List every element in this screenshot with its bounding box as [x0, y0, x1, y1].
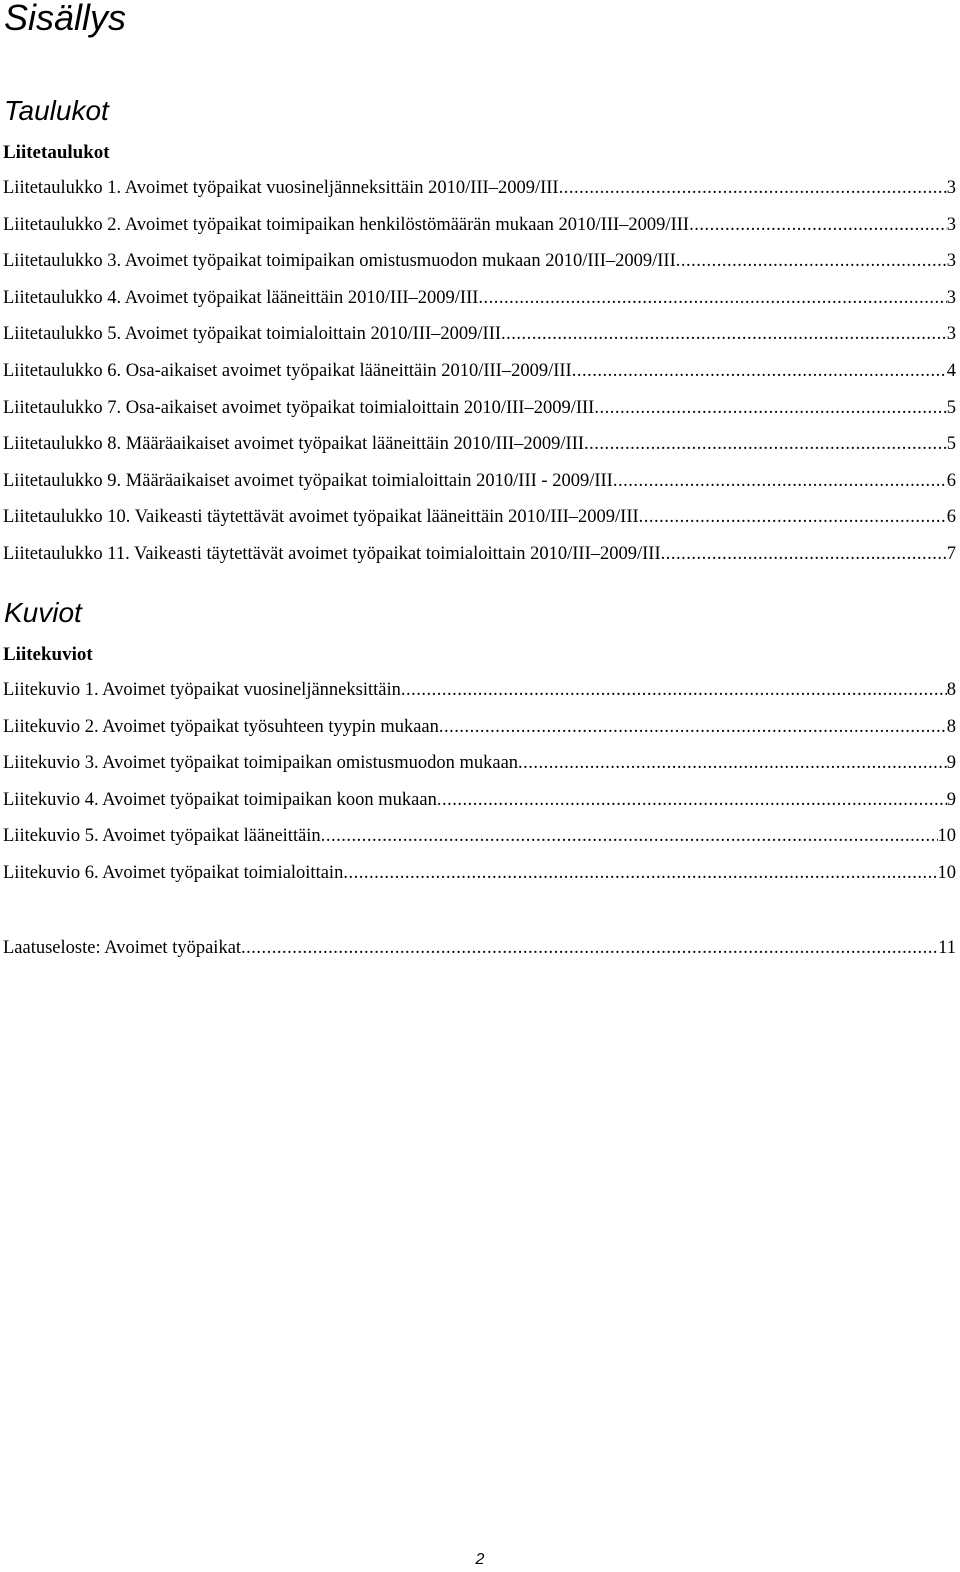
toc-entry-table-6[interactable] — [3, 359, 956, 396]
toc-page-number: 5 — [946, 434, 956, 455]
toc-page-number: 3 — [946, 324, 956, 345]
dot-leader — [594, 396, 946, 420]
toc-entry-figure-6[interactable] — [3, 861, 956, 898]
dot-leader — [639, 505, 947, 529]
toc-page-number: 3 — [946, 287, 956, 308]
page-number: 2 — [475, 1551, 485, 1568]
dot-leader — [613, 469, 947, 493]
dot-leader — [401, 678, 947, 702]
toc-entry-table-5[interactable] — [3, 322, 956, 359]
toc-entry-table-10[interactable] — [3, 505, 956, 542]
toc-entry-text: Liitetaulukko 10. Vaikeasti täytettävät avoimet työpaikat lääneittäin 2010/III–2009/III — [3, 507, 639, 528]
toc-entry-figure-4[interactable] — [3, 788, 956, 825]
dot-leader — [559, 176, 947, 200]
dot-leader — [437, 788, 947, 812]
toc-page-number: 3 — [946, 251, 956, 272]
toc-page-number: 10 — [937, 862, 956, 883]
toc-entry-text: Liitekuvio 4. Avoimet työpaikat toimipaikan koon mukaan — [3, 789, 437, 810]
toc-entry-text: Liitekuvio 6. Avoimet työpaikat toimialoittain — [3, 862, 344, 883]
toc-entry-text: Liitetaulukko 9. Määräaikaiset avoimet työpaikat toimialoittain 2010/III - 2009/III — [3, 470, 613, 491]
toc-entry-table-4[interactable] — [3, 286, 956, 323]
toc-entry-text: Liitetaulukko 4. Avoimet työpaikat lääneittäin 2010/III–2009/III — [3, 287, 479, 308]
toc-entry-text: Liitekuvio 2. Avoimet työpaikat työsuhteen tyypin mukaan — [3, 716, 439, 737]
toc-page-number: 9 — [946, 753, 956, 774]
dot-leader — [661, 542, 947, 566]
toc-entry-figure-3[interactable] — [3, 751, 956, 788]
quality-toc-list — [3, 936, 956, 973]
dot-leader — [518, 751, 947, 775]
toc-entry-table-3[interactable] — [3, 249, 956, 286]
toc-entry-figure-1[interactable] — [3, 678, 956, 715]
toc-entry-table-8[interactable] — [3, 432, 956, 469]
toc-entry-text: Laatuseloste: Avoimet työpaikat — [3, 938, 242, 958]
figures-heading: Kuviot — [4, 597, 82, 628]
toc-page-number: 4 — [946, 360, 956, 381]
dot-leader — [689, 213, 947, 237]
toc-entry-quality-description[interactable] — [3, 936, 956, 973]
toc-entry-text: Liitekuvio 1. Avoimet työpaikat vuosineljänneksittäin — [3, 680, 401, 700]
dot-leader — [241, 936, 938, 960]
tables-heading: Taulukot — [4, 95, 109, 126]
dot-leader — [584, 432, 947, 456]
toc-page-number: 7 — [946, 543, 956, 564]
toc-entry-text: Liitekuvio 3. Avoimet työpaikat toimipaikan omistusmuodon mukaan — [3, 753, 519, 774]
toc-entry-figure-5[interactable] — [3, 824, 956, 861]
appendix-figures-subheading: Liitekuviot — [3, 644, 93, 665]
toc-page-number: 6 — [946, 507, 956, 528]
toc-entry-figure-2[interactable] — [3, 715, 956, 752]
toc-entry-table-11[interactable] — [3, 542, 956, 579]
dot-leader — [478, 286, 946, 310]
appendix-tables-subheading: Liitetaulukot — [3, 142, 110, 163]
dot-leader — [321, 824, 938, 848]
toc-entry-text: Liitetaulukko 5. Avoimet työpaikat toimialoittain 2010/III–2009/III — [3, 324, 502, 345]
toc-page-number: 10 — [937, 826, 956, 847]
toc-page-number: 3 — [946, 178, 956, 198]
toc-entry-text: Liitetaulukko 6. Osa-aikaiset avoimet työpaikat lääneittäin 2010/III–2009/III — [3, 360, 572, 381]
toc-entry-table-9[interactable] — [3, 469, 956, 506]
dot-leader — [501, 322, 947, 346]
toc-entry-text: Liitetaulukko 7. Osa-aikaiset avoimet työpaikat toimialoittain 2010/III–2009/III — [3, 397, 595, 418]
toc-entry-text: Liitetaulukko 2. Avoimet työpaikat toimipaikan henkilöstömäärän mukaan 2010/III–2009/III — [3, 214, 690, 235]
toc-entry-table-7[interactable] — [3, 396, 956, 433]
toc-page-number: 8 — [946, 680, 956, 700]
dot-leader — [676, 249, 947, 273]
toc-page-number: 9 — [946, 789, 956, 810]
tables-toc-list — [3, 176, 956, 579]
toc-entry-table-1[interactable] — [3, 176, 956, 213]
dot-leader — [572, 359, 947, 383]
figures-toc-list — [3, 678, 956, 898]
toc-entry-text: Liitetaulukko 11. Vaikeasti täytettävät avoimet työpaikat toimialoittain 2010/III–2009/III — [3, 543, 661, 564]
toc-page-number: 6 — [946, 470, 956, 491]
toc-page-number: 5 — [946, 397, 956, 418]
toc-entry-text: Liitekuvio 5. Avoimet työpaikat lääneittäin — [3, 826, 321, 847]
dot-leader — [343, 861, 937, 885]
toc-page-number: 8 — [946, 716, 956, 737]
toc-entry-text: Liitetaulukko 1. Avoimet työpaikat vuosineljänneksittäin 2010/III–2009/III — [3, 178, 559, 198]
dot-leader — [439, 715, 947, 739]
page-title: Sisällys — [4, 0, 127, 38]
toc-entry-text: Liitetaulukko 8. Määräaikaiset avoimet työpaikat lääneittäin 2010/III–2009/III — [3, 434, 585, 455]
toc-page-number: 11 — [938, 938, 956, 958]
toc-page-number: 3 — [946, 214, 956, 235]
toc-entry-table-2[interactable] — [3, 213, 956, 250]
toc-entry-text: Liitetaulukko 3. Avoimet työpaikat toimipaikan omistusmuodon mukaan 2010/III–2009/III — [3, 251, 676, 272]
